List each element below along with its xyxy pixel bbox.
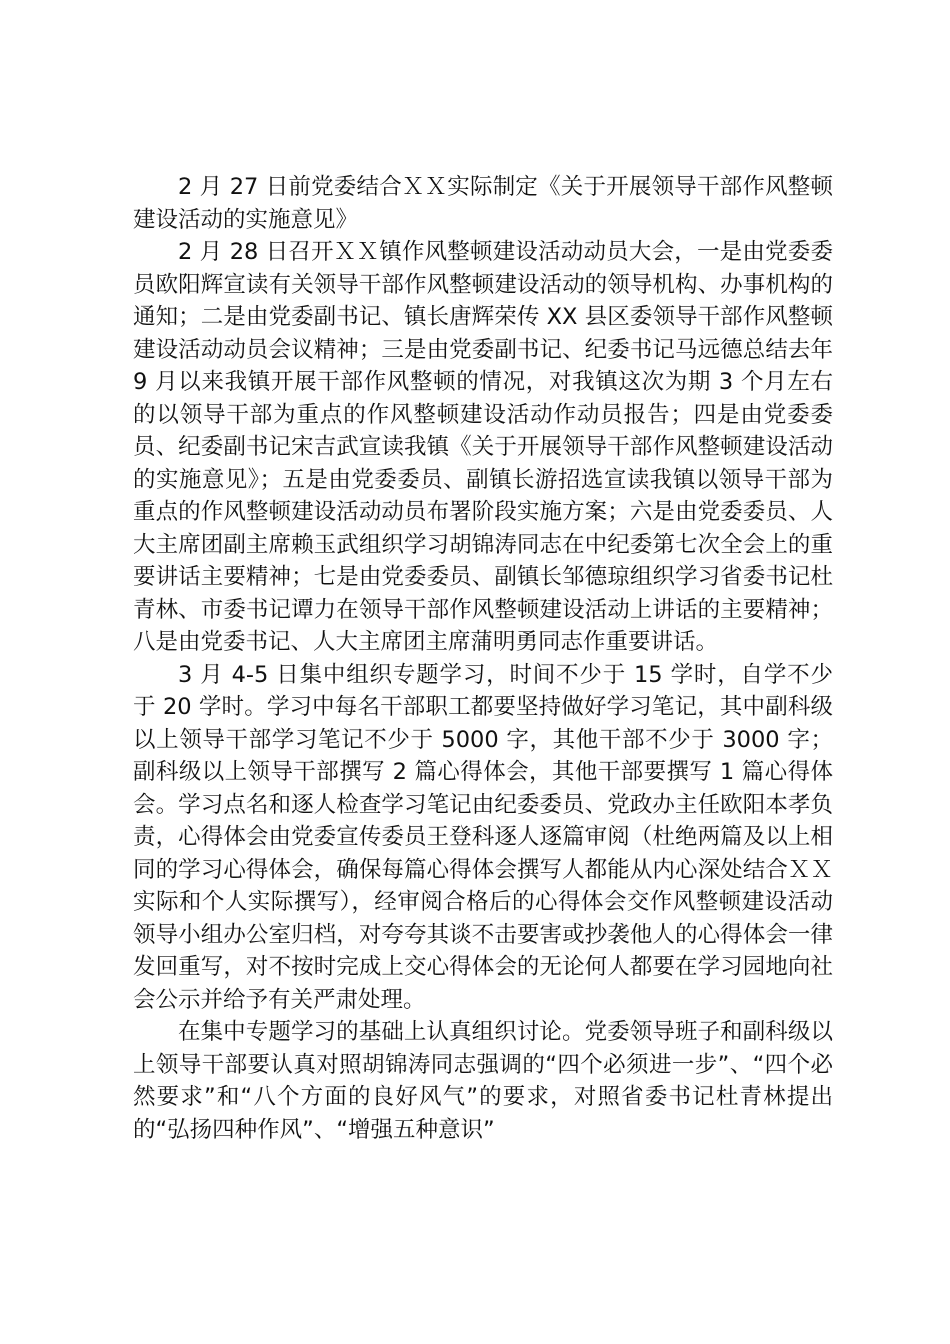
paragraph-implementation-opinion: 2 月 27 日前党委结合ＸＸ实际制定《关于开展领导干部作风整顿建设活动的实施意见》: [133, 174, 833, 233]
document-body: [133, 171, 833, 1146]
paragraph-mobilization-meeting: 2 月 28 日召开ＸＸ镇作风整顿建设活动动员大会，一是由党委委员欧阳辉宣读有关领导干部作风整顿建设活动的领导机构、办事机构的通知；二是由党委副书记、镇长唐辉荣传 XX 县区委领导干部作风整顿建设活动动员会议精神；三是由党委副书记、纪委书记马远德总结去年 9 月以来我镇开展干部作风整顿的情况，对我镇这次为期 3 个月左右的以领导干部为重点的作风整顿建设活动作动员报告；四是由党委委员、纪委副书记宋吉武宣读我镇《关于开展领导干部作风整顿建设活动的实施意见》；五是由党委委员、副镇长游招选宣读我镇以领导干部为重点的作风整顿建设活动动员布署阶段实施方案；六是由党委委员、人大主席团副主席赖玉武组织学习胡锦涛同志在中纪委第七次全会上的重要讲话主要精神；七是由党委委员、副镇长邹德琼组织学习省委书记杜青林、市委书记谭力在领导干部作风整顿建设活动上讲话的主要精神；八是由党委书记、人大主席团主席蒲明勇同志作重要讲话。: [133, 239, 833, 655]
paragraph-study-requirements: 3 月 4-5 日集中组织专题学习，时间不少于 15 学时，自学不少于 20 学时。学习中每名干部职工都要坚持做好学习笔记，其中副科级以上领导干部学习笔记不少于 5000 字，其他干部不少于 3000 字；副科级以上领导干部撰写 2 篇心得体会，其他干部要撰写 1 篇心得体会。学习点名和逐人检查学习笔记由纪委委员、党政办主任欧阳本孝负责，心得体会由党委宣传委员王登科逐人逐篇审阅（杜绝两篇及以上相同的学习心得体会，确保每篇心得体会撰写人都能从内心深处结合ＸＸ实际和个人实际撰写），经审阅合格后的心得体会交作风整顿建设活动领导小组办公室归档，对夸夸其谈不击要害或抄袭他人的心得体会一律发回重写，对不按时完成上交心得体会的无论何人都要在学习园地向社会公示并给予有关严肃处理。: [133, 661, 833, 1013]
paragraph-discussion: 在集中专题学习的基础上认真组织讨论。党委领导班子和副科级以上领导干部要认真对照胡锦涛同志强调的“四个必须进一步”、“四个必然要求”和“八个方面的良好风气”的要求，对照省委书记杜青林提出的“弘扬四种作风”、“增强五种意识”: [133, 1019, 833, 1143]
